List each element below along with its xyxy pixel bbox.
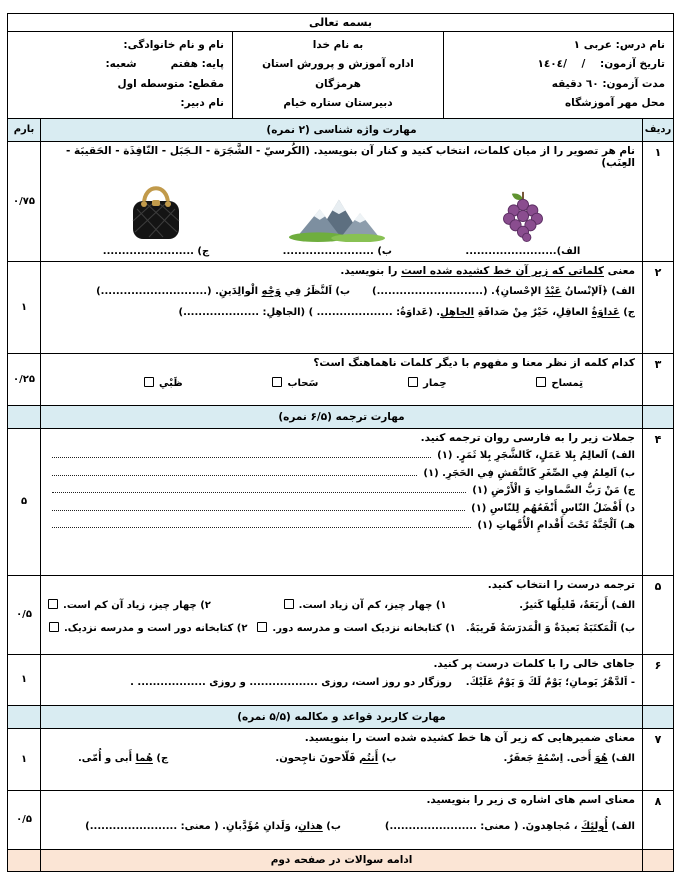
- question-7-item-b: ب) أَنتُم فَلّاحونَ ناجِحون.: [275, 752, 397, 764]
- course-name: نام درس: عربی ۱: [573, 39, 665, 51]
- answer-label-a: الف)........................: [465, 245, 581, 257]
- question-6-number: ۶: [654, 658, 662, 672]
- question-5-number: ۵: [654, 579, 662, 593]
- question-5b-stem: ب) اَلْمَكتَبَةُ بَعیدَةٌ وَ الْمَدرَسَةُ قَریبَةٌ.: [465, 622, 635, 634]
- question-7-content: [40, 729, 643, 790]
- section-vocabulary-header: [8, 118, 673, 141]
- exam-duration: مدت آزمون: ٦٠ دقیقه: [551, 77, 665, 90]
- student-name-label: نام و نام خانوادگی:: [123, 39, 224, 51]
- question-1-title: نام هر تصویر را از میان کلمات، انتخاب کنید و کنار آن بنویسید. (الکُرسيّ - الشَّجَرَة - الـجَبَل - النّافِذَة - الحَقیبَة - العِنَب): [65, 144, 635, 169]
- question-6-title: جاهای خالی را با کلمات درست پر کنید.: [433, 657, 635, 670]
- question-4-item-d: د) أَفْضَلُ النّاسِ أَنْفَعُهُم لِلنّاسِ (۱): [471, 502, 635, 514]
- question-5a-option-2: ۲) چهار چیز، زیاد آن کم است.: [48, 597, 211, 614]
- question-6-line: - اَلدَّهْرُ یَومانِ؛ یَوْمٌ لَكَ وَ یَوْمٌ عَلَیْكَ. روزگار دو روز است، روزی .................. و روزی .................. .: [130, 676, 635, 688]
- answer-blank: [52, 475, 417, 476]
- question-1-content: [40, 142, 643, 261]
- question-3-options: [144, 377, 583, 389]
- question-8-content: [40, 791, 643, 849]
- score-column-header: بارم: [13, 124, 35, 136]
- figure-mountain: [283, 173, 392, 257]
- checkbox-himar[interactable]: [408, 377, 418, 387]
- figure-handbag: [103, 173, 209, 257]
- question-7-item-c: ج) هُما أَبی و أُمّی.: [78, 752, 169, 764]
- question-1-number: ۱: [654, 145, 662, 159]
- question-4-content: [40, 429, 643, 575]
- question-6-score: ۱: [20, 674, 28, 686]
- exam-sheet: [7, 13, 674, 872]
- checkbox-sahab[interactable]: [272, 377, 282, 387]
- question-5a-option-1: ۱) چهار چیز، کم آن زیاد است.: [284, 597, 447, 614]
- question-8-item-b: ب) هذانِ، وَلَدانِ مُؤَدَّبانِ. ( معنی: .......................): [85, 820, 341, 832]
- checkbox-5a-1[interactable]: [284, 599, 294, 609]
- student-info-cell: [8, 32, 232, 118]
- continue-note: ادامه سوالات در صفحه دوم: [40, 850, 643, 871]
- question-5b-option-1: ۱) کتابخانه نزدیک است و مدرسه دور.: [257, 620, 455, 637]
- question-3-score: ۰/۲۵: [13, 373, 35, 385]
- checkbox-5a-2[interactable]: [48, 599, 58, 609]
- question-5-item-b: [48, 620, 635, 637]
- exam-info-cell: [444, 32, 673, 118]
- grapes-image: [502, 190, 544, 242]
- section-vocabulary-title: مهارت واژه شناسی (۲ نمره): [40, 119, 643, 141]
- question-6-content: [40, 655, 643, 705]
- question-8-title: معنای اسم های اشاره ی زیر را بنویسید.: [426, 793, 635, 806]
- question-2-item-b: ب) اَلنَّظَرُ فِي وَجْهِ الْوالِدَینِ. (............................): [96, 285, 351, 297]
- question-7-score: ۱: [20, 753, 28, 765]
- level-label: مقطع: متوسطه اول: [117, 77, 224, 90]
- answer-blank: [52, 510, 465, 511]
- question-5-item-a: [48, 597, 635, 614]
- question-8-items: [48, 818, 635, 835]
- question-4-number: ۴: [654, 432, 662, 446]
- question-3-row: [8, 353, 673, 405]
- question-3-number: ۳: [654, 357, 662, 371]
- answer-label-b: ب) ........................: [282, 245, 392, 257]
- section-translation-header: [8, 405, 673, 428]
- option-sahab: سَحاب: [272, 377, 318, 389]
- question-8-row: [8, 790, 673, 849]
- stamp-place: محل مهر آموزشگاه: [564, 97, 665, 110]
- branch-label: شعبه:: [105, 58, 137, 71]
- option-himar: حِمار: [408, 377, 446, 389]
- basmala-text: بسمه تعالی: [309, 16, 372, 29]
- school-name: دبیرستان ستاره خیام: [283, 97, 393, 110]
- question-8-number: ۸: [654, 794, 662, 808]
- handbag-image: [129, 176, 183, 242]
- question-5-title: ترجمه درست را انتخاب کنید.: [487, 578, 635, 591]
- question-6-row: [8, 654, 673, 705]
- question-1-row: [8, 141, 673, 261]
- option-timsah: تِمساح: [536, 377, 583, 389]
- question-2-content: [40, 262, 643, 353]
- answer-blank: [52, 492, 466, 493]
- mountain-image: [289, 194, 385, 242]
- question-8-score: ۰/۵: [16, 814, 32, 826]
- question-4-item-b: ب) اَلعِلمُ فِي الصِّغَرِ كَالنَّقشِ فِي الحَجَرِ. (۱): [423, 467, 635, 479]
- school-info-cell: [232, 32, 444, 118]
- checkbox-5b-1[interactable]: [257, 622, 267, 632]
- question-5-row: [8, 575, 673, 654]
- question-7-item-a: الف) هُوَ أَخی. اِسْمُهُ جَعفَرٌ.: [503, 752, 635, 764]
- question-5a-stem: الف) أَربَعَةٌ، قَلیلُها كَثیرٌ.: [519, 599, 635, 611]
- education-office: اداره آموزش و پرورش استان هرمزگان: [262, 58, 414, 90]
- question-1-score: ۰/۷۵: [13, 195, 35, 207]
- checkbox-5b-2[interactable]: [49, 622, 59, 632]
- question-5-score: ۰/۵: [16, 609, 32, 621]
- figure-grapes: [465, 173, 580, 257]
- question-2-score: ۱: [20, 301, 28, 313]
- checkbox-timsah[interactable]: [536, 377, 546, 387]
- basmala-row: [8, 14, 673, 31]
- question-7-title: معنای ضمیرهایی که زیر آن ها خط کشیده شده است را بنویسید.: [304, 731, 635, 744]
- question-1-figures: [48, 173, 635, 257]
- question-8-item-a: الف) أُولئِكَ ، مُجاهِدونَ. ( معنی: .......................): [384, 820, 635, 832]
- question-4-item-e: هـ) اَلْجَنَّةُ تَحْتَ أَقْدامِ الْأُمَّهاتِ (۱): [477, 520, 635, 532]
- question-5-content: [40, 576, 643, 654]
- checkbox-zabi[interactable]: [144, 377, 154, 387]
- section-grammar-title: مهارت کاربرد قواعد و مکالمه (۵/۵ نمره): [40, 706, 643, 728]
- question-4-title: جملات زیر را به فارسی روان ترجمه کنید.: [420, 431, 635, 444]
- question-4-score: ۵: [20, 496, 28, 508]
- question-3-content: [40, 354, 643, 405]
- in-gods-name: به نام خدا: [312, 39, 364, 51]
- question-2-item-c: ج) عَداوَةُ العاقِلِ، خَیْرٌ مِنْ صَداقَةِ الجاهِلِ. (عَداوَةُ: .................... ) (الجاهِلِ: ....................): [178, 306, 635, 318]
- question-2-number: ۲: [654, 265, 662, 279]
- section-translation-title: مهارت ترجمه (۶/۵ نمره): [40, 406, 643, 428]
- option-zabi: ظَبْي: [144, 377, 183, 389]
- question-3-title: کدام کلمه از نظر معنا و مفهوم با دیگر کلمات ناهماهنگ است؟: [313, 356, 635, 369]
- row-column-header: ردیف: [644, 124, 672, 136]
- answer-blank: [52, 527, 471, 528]
- question-2-row: [8, 261, 673, 353]
- section-grammar-header: [8, 705, 673, 728]
- header-row: [8, 31, 673, 118]
- grade-label: پایه: هفتم: [170, 58, 224, 71]
- question-2-item-a: الف) ﴿اَلإنْسانُ عَبْدُ الإحْسانِ﴾. (............................): [372, 285, 635, 297]
- exam-date: تاریخ آزمون: / /١٤٠٤: [537, 58, 665, 71]
- question-4-item-a: الف) اَلعالِمُ بِلا عَمَلٍ، كَالشَّجَرِ بِلا ثَمَرٍ. (۱): [437, 450, 635, 462]
- question-2-title: معنی کلماتی که زیر آن خط کشیده شده است را بنویسید.: [340, 264, 635, 277]
- question-7-row: [8, 728, 673, 790]
- teacher-label: نام دبیر:: [180, 97, 224, 110]
- question-4-row: [8, 428, 673, 575]
- question-4-item-c: ج) مَنْ رَبُّ السَّماواتِ وَ الْأَرْضِ (۱): [472, 485, 635, 497]
- question-5b-option-2: ۲) کتابخانه دور است و مدرسه نزدیک.: [49, 620, 247, 637]
- continue-row: [8, 849, 673, 871]
- answer-label-c: ج) ........................: [102, 245, 210, 257]
- answer-blank: [52, 457, 431, 458]
- question-7-items: [48, 750, 635, 767]
- question-7-number: ۷: [654, 732, 662, 746]
